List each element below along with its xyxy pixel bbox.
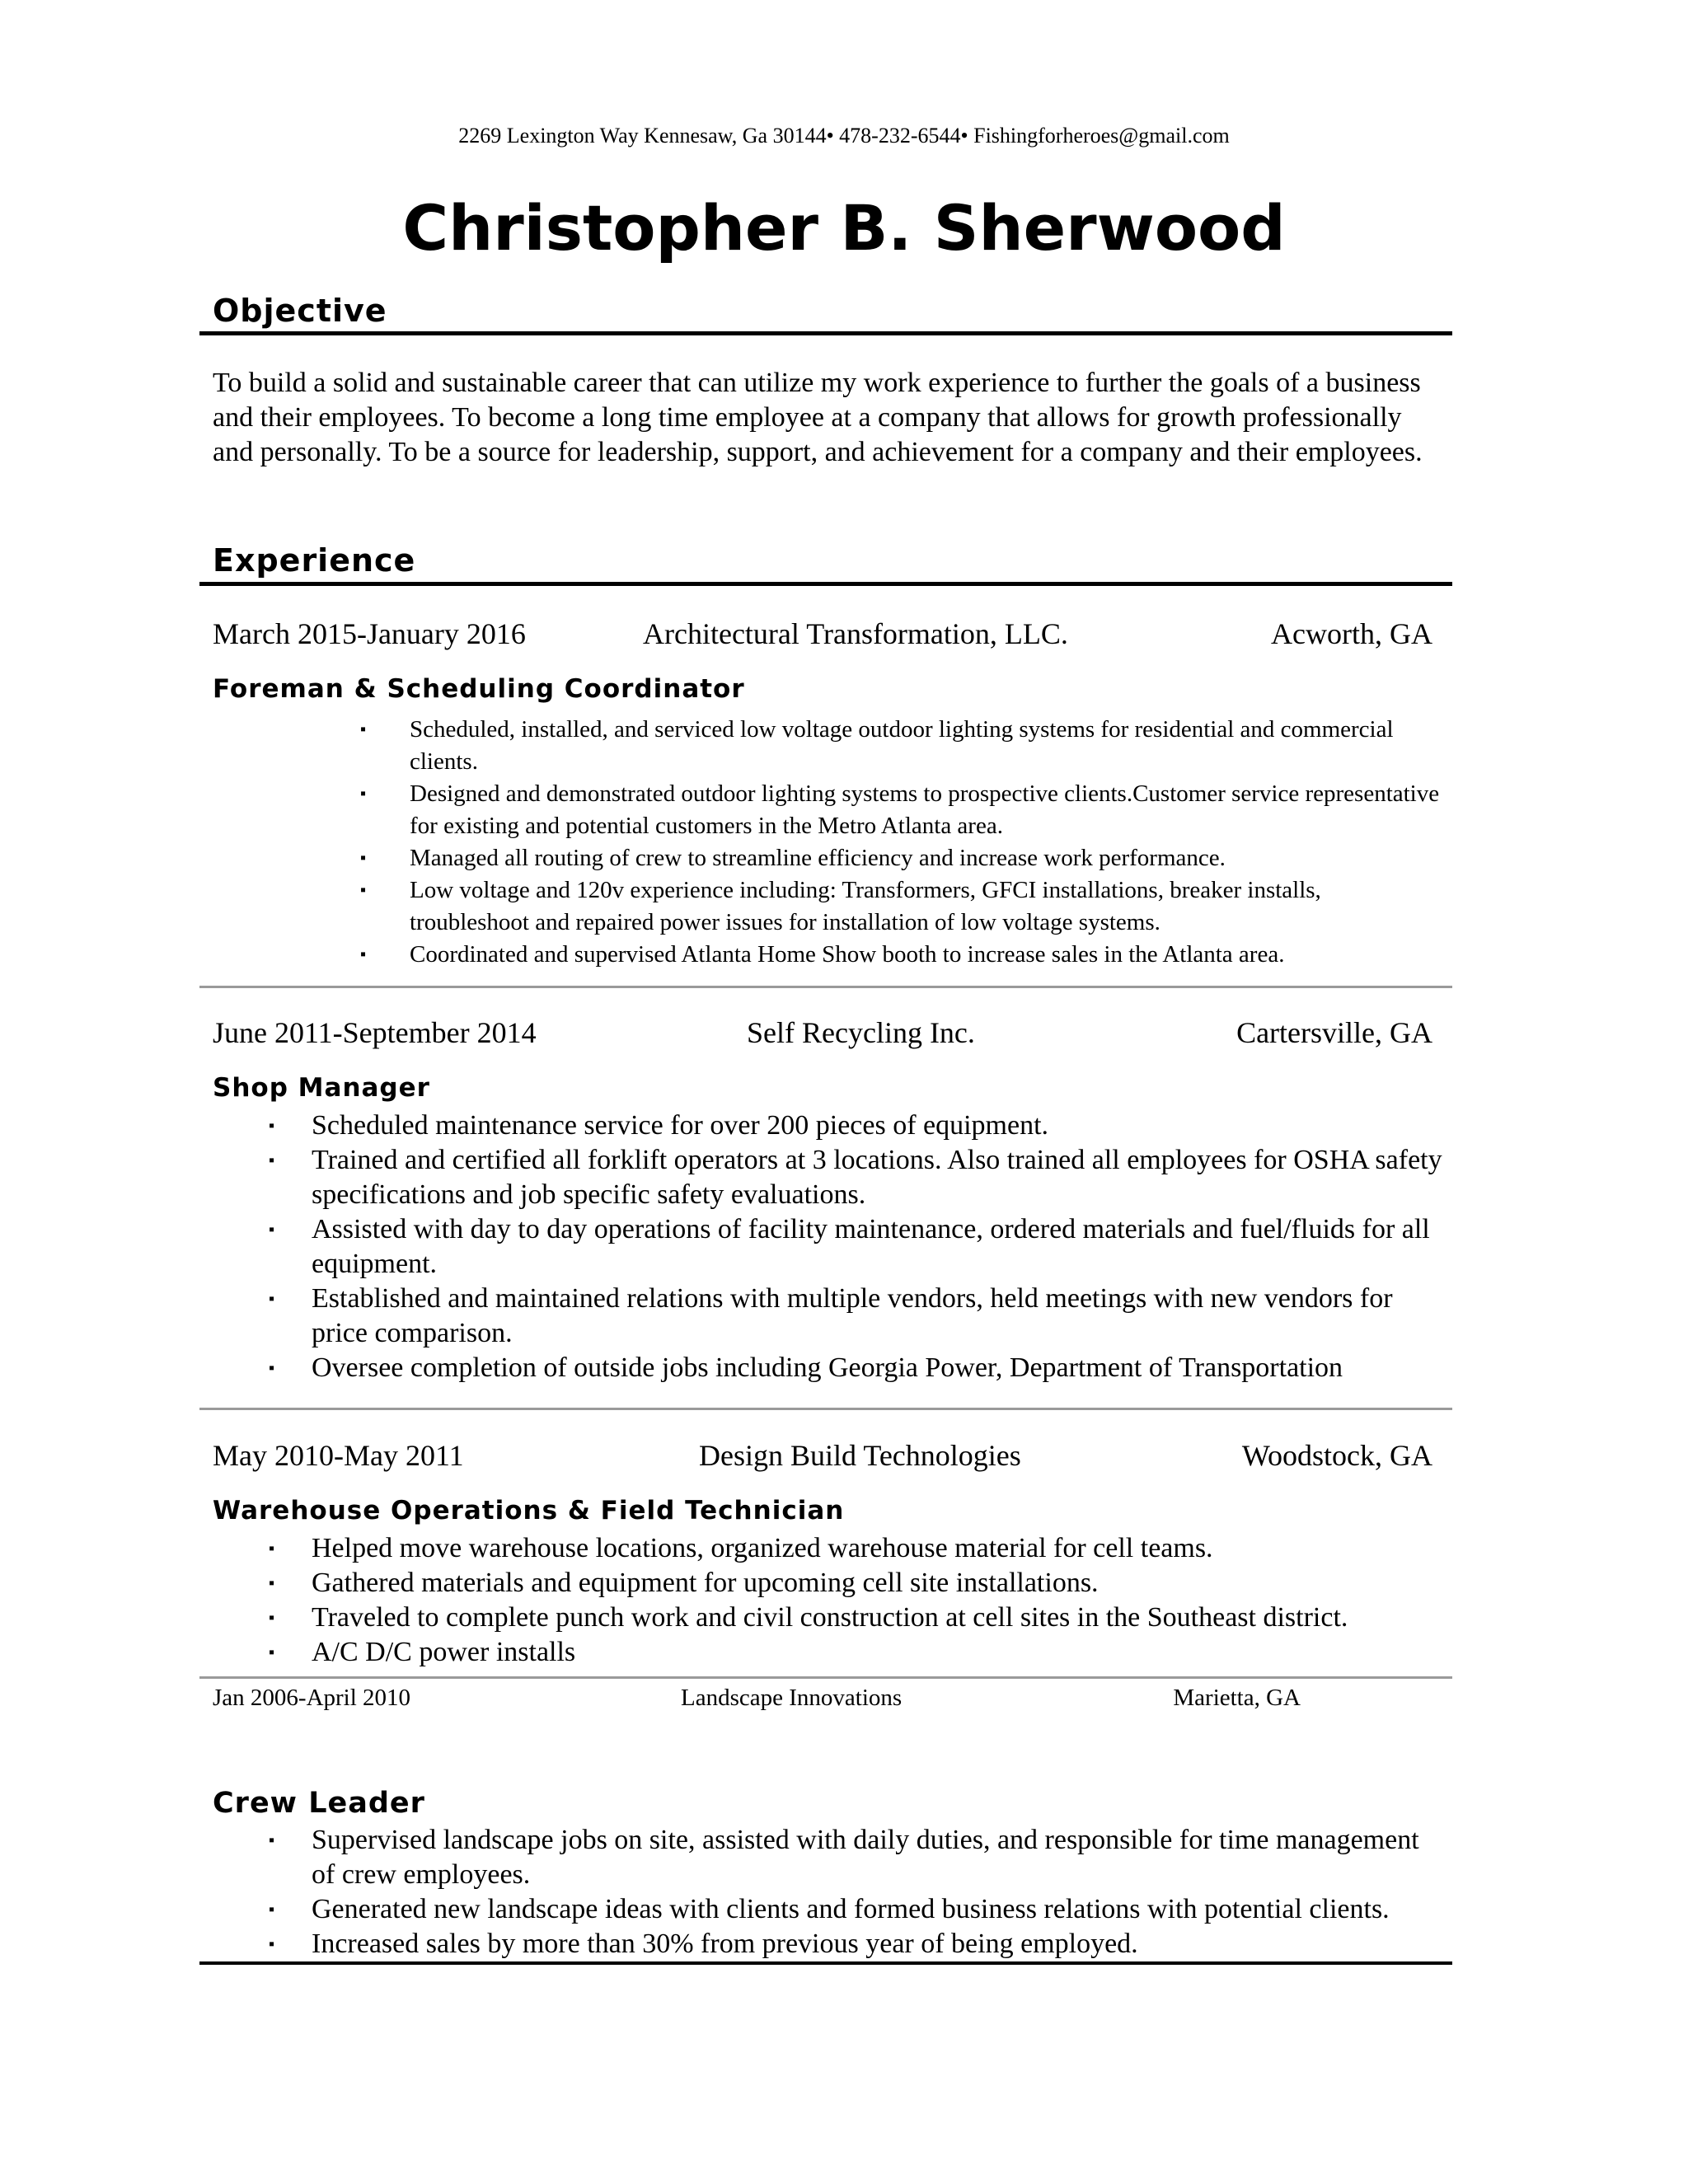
bullet-item: ▪ Low voltage and 120v experience including: Transformers, GFCI installations, breaker installs, troubleshoot and repaired power issues for installation of low voltage systems. <box>410 874 1440 939</box>
bullet-marker: ▪ <box>269 1221 275 1239</box>
bullet-item: ▪ Oversee completion of outside jobs including Georgia Power, Department of Transportation <box>312 1351 1449 1385</box>
job-divider <box>199 1408 1452 1410</box>
bullet-item: ▪ A/C D/C power installs <box>312 1635 1449 1670</box>
bullet-marker: ▪ <box>360 881 367 899</box>
bullet-marker: ▪ <box>269 1935 275 1953</box>
bullet-marker: ▪ <box>269 1900 275 1919</box>
job-role: Crew Leader <box>213 1787 425 1820</box>
job-company: Self Recycling Inc. <box>747 1016 975 1049</box>
bullet-item: ▪ Supervised landscape jobs on site, assisted with daily duties, and responsible for time management of crew employees. <box>269 1825 1419 1890</box>
job-location: Woodstock, GA <box>1241 1439 1432 1472</box>
job-header <box>213 1015 1432 1052</box>
job-dates: Jan 2006-April 2010 <box>213 1685 411 1711</box>
bullet-item: ▪ Scheduled maintenance service for over 200 pieces of equipment. <box>312 1108 1449 1143</box>
bullet-marker: ▪ <box>269 1359 275 1377</box>
bullet-item: ▪ Generated new landscape ideas with clients and formed business relations with potential clients. <box>312 1892 1449 1927</box>
job-bullets <box>269 1823 1449 1961</box>
job-location: Acworth, GA <box>1271 617 1432 650</box>
bullet-marker: ▪ <box>360 945 367 963</box>
bullet-marker: ▪ <box>269 1290 275 1308</box>
job-company: Architectural Transformation, LLC. <box>643 617 1068 650</box>
objective-rule <box>199 331 1452 335</box>
bullet-item: ▪ Trained and certified all forklift operators at 3 locations. Also trained all employees for OSHA safety specifications and job specific safety evaluations. <box>269 1145 1442 1210</box>
job-bullets <box>269 1108 1449 1385</box>
bullet-marker: ▪ <box>269 1540 275 1558</box>
bullet-item: ▪ Scheduled, installed, and serviced low voltage outdoor lighting systems for residential and commercial clients. <box>410 714 1440 778</box>
job-divider <box>199 986 1452 988</box>
bottom-rule <box>199 1961 1452 1965</box>
contact-line: 2269 Lexington Way Kennesaw, Ga 30144• 478-232-6544• Fishingforheroes@gmail.com <box>458 124 1230 148</box>
bullet-marker: ▪ <box>269 1831 275 1849</box>
bullet-marker: ▪ <box>360 720 367 738</box>
bullet-marker: ▪ <box>360 849 367 867</box>
job-role: Foreman & Scheduling Coordinator <box>213 674 745 704</box>
job-bullets <box>360 714 1440 971</box>
bullet-marker: ▪ <box>269 1117 275 1135</box>
bullet-item: ▪ Traveled to complete punch work and civil construction at cell sites in the Southeast district. <box>312 1601 1449 1635</box>
job-company: Landscape Innovations <box>681 1685 903 1711</box>
job-dates: June 2011-September 2014 <box>213 1016 537 1049</box>
job-role: Warehouse Operations & Field Technician <box>213 1496 845 1526</box>
bullet-item: ▪ Established and maintained relations with multiple vendors, held meetings with new vendors for price comparison. <box>269 1283 1393 1348</box>
bullet-item: ▪ Managed all routing of crew to streamline efficiency and increase work performance. <box>410 842 1440 874</box>
job-role: Shop Manager <box>213 1073 430 1103</box>
bullet-marker: ▪ <box>269 1643 275 1661</box>
experience-heading: Experience <box>213 542 416 579</box>
job-location: Cartersville, GA <box>1236 1016 1432 1049</box>
bullet-item: ▪ Coordinated and supervised Atlanta Home Show booth to increase sales in the Atlanta area. <box>410 939 1440 971</box>
job-dates: March 2015-January 2016 <box>213 617 526 650</box>
job-divider <box>199 1676 1452 1679</box>
candidate-name: Christopher B. Sherwood <box>402 191 1286 265</box>
job-header <box>213 1438 1432 1474</box>
bullet-item: ▪ Assisted with day to day operations of facility maintenance, ordered materials and fuel/fluids for all equipment. <box>269 1214 1430 1279</box>
bullet-item: ▪ Increased sales by more than 30% from previous year of being employed. <box>312 1927 1449 1961</box>
job-bullets <box>269 1531 1449 1670</box>
bullet-marker: ▪ <box>269 1151 275 1169</box>
bullet-item: ▪ Helped move warehouse locations, organized warehouse material for cell teams. <box>312 1531 1449 1566</box>
objective-text: To build a solid and sustainable career that can utilize my work experience to further the goals of a business and their employees. To become a long time employee at a company that allows for growth professionally and personally. To be a source for leadership, support, and achievement for a company and their employees. <box>213 368 1423 467</box>
job-header <box>213 1685 1301 1721</box>
experience-rule <box>199 582 1452 586</box>
bullet-item: ▪ Gathered materials and equipment for upcoming cell site installations. <box>312 1566 1449 1601</box>
job-header <box>213 616 1432 653</box>
job-company: Design Build Technologies <box>699 1439 1021 1472</box>
objective-heading: Objective <box>213 293 387 329</box>
bullet-marker: ▪ <box>269 1574 275 1592</box>
job-location: Marietta, GA <box>1173 1685 1301 1711</box>
bullet-item: ▪ Designed and demonstrated outdoor lighting systems to prospective clients.Customer service representative for existing and potential customers in the Metro Atlanta area. <box>410 778 1440 842</box>
job-dates: May 2010-May 2011 <box>213 1439 464 1472</box>
bullet-marker: ▪ <box>269 1609 275 1627</box>
bullet-marker: ▪ <box>360 785 367 803</box>
